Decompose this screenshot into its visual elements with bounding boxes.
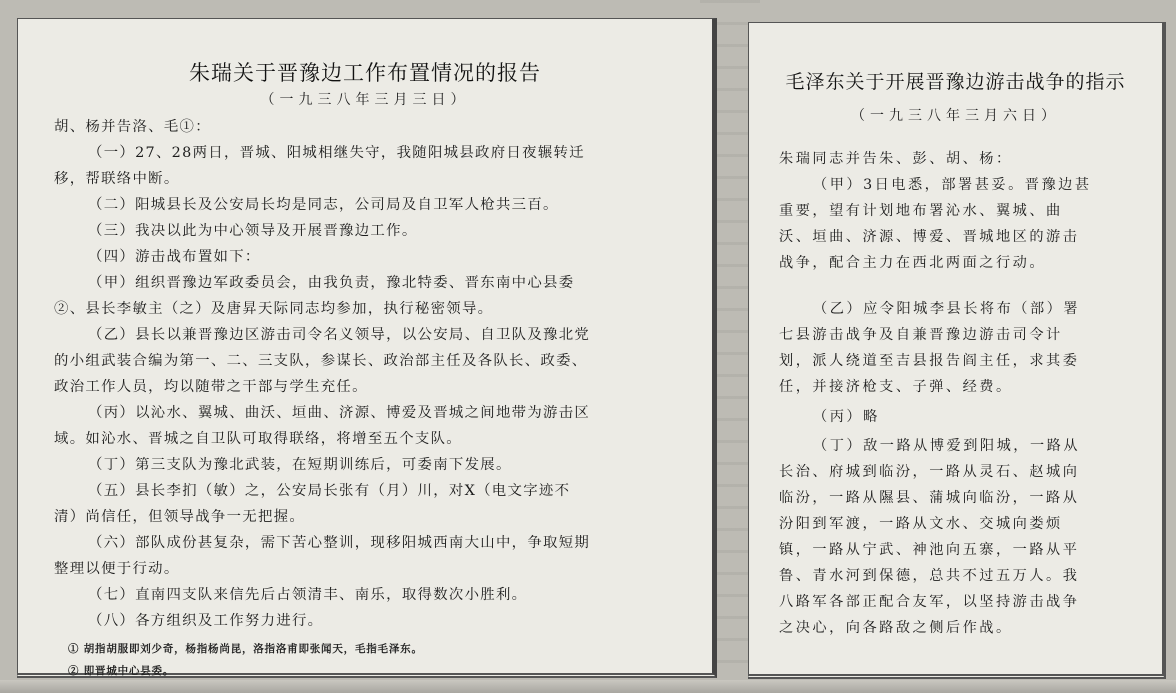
directive-line: 重要，望有计划地布署沁水、翼城、曲 [779,203,1063,219]
report-line: （七）直南四支队来信先后占领清丰、南乐，取得数次小胜利。 [88,587,528,603]
report-line: 移，帮联络中断。 [54,171,180,187]
report-line: 清）尚信任，但领导战争一无把握。 [54,509,306,525]
directive-line: 镇，一路从宁武、神池向五寨，一路从平 [779,542,1080,558]
report-line: 域。如沁水、晋城之自卫队可取得联络，将增至五个支队。 [54,431,462,447]
directive-line: 之决心，向各路敌之侧后作战。 [779,620,1013,636]
report-line: 政治工作人员，均以随带之干部与学生充任。 [54,379,368,395]
directive-line: 任，并接济枪支、子弹、经费。 [779,379,1013,395]
report-title: 朱瑞关于晋豫边工作布置情况的报告 [189,61,541,85]
report-date: （一九三八年三月三日） [260,92,470,108]
directive-date: （一九三八年三月六日） [851,108,1060,124]
directive-document-panel [748,22,1166,679]
report-addressee: 胡、杨并告洛、毛①： [54,119,211,135]
report-line: （丁）第三支队为豫北武装，在短期训练后，可委南下发展。 [88,457,512,473]
directive-line: 战争，配合主力在西北两面之行动。 [779,255,1047,271]
directive-line: 长治、府城到临汾，一路从灵石、赵城向 [779,464,1080,480]
report-line: （乙）县长以兼晋豫边区游击司令名义领导，以公安局、自卫队及豫北党 [88,327,591,343]
directive-line: （乙）应令阳城李县长将布（部）署 [813,301,1081,317]
report-line: （丙）以沁水、翼城、曲沃、垣曲、济源、博爱及晋城之间地带为游击区 [88,405,591,421]
directive-line: 临汾，一路从隰县、蒲城向临汾，一路从 [779,490,1080,506]
directive-title: 毛泽东关于开展晋豫边游击战争的指示 [785,71,1126,93]
report-line: （二）阳城县长及公安局长均是同志，公司局及自卫军人枪共三百。 [88,197,559,213]
report-line: （四）游击战布置如下： [88,249,261,265]
report-line: 的小组武装合编为第一、二、三支队，参谋长、政治部主任及各队长、政委、 [54,353,588,369]
directive-line: 划，派人绕道至吉县报告阎主任，求其委 [779,353,1080,369]
directive-line: 鲁、青水河到保德，总共不过五万人。我 [779,568,1080,584]
directive-line: （丙）略 [813,409,880,425]
report-line: （一）27、28两日，晋城、阳城相继失守，我随阳城县政府日夜辗转迁 [88,145,585,161]
directive-line: 汾阳到军渡，一路从文水、交城向娄烦 [779,516,1063,532]
footnote-1: ① 胡指胡服即刘少奇，杨指杨尚昆，洛指洛甫即张闻天，毛指毛泽东。 [68,643,423,655]
directive-addressee: 朱瑞同志并告朱、彭、胡、杨： [779,151,1013,167]
page-bottom-edge [0,680,1176,693]
report-document-panel [17,18,717,678]
report-line: （五）县长李扪（敏）之，公安局长张有（月）川，对X（电文字迹不 [88,483,571,499]
directive-line: （甲）3日电悉，部署甚妥。晋豫边甚 [813,177,1092,193]
report-line: （三）我决以此为中心领导及开展晋豫边工作。 [88,223,418,239]
report-line: 整理以便于行动。 [54,561,180,577]
directive-line: 七县游击战争及自兼晋豫边游击司令计 [779,327,1063,343]
report-line: （八）各方组织及工作努力进行。 [88,613,324,629]
report-line: （甲）组织晋豫边军政委员会，由我负责，豫北特委、晋东南中心县委 [88,275,575,291]
report-line: （六）部队成份甚复杂，需下苦心整训，现移阳城西南大山中，争取短期 [88,535,591,551]
footnote-2: ② 即晋城中心县委。 [68,665,175,677]
directive-line: （丁）敌一路从博爱到阳城，一路从 [813,438,1081,454]
report-line: ②、县长李敏主（之）及唐昇天际同志均参加，执行秘密领导。 [54,301,494,317]
directive-line: 沃、垣曲、济源、博爱、晋城地区的游击 [779,229,1080,245]
directive-line: 八路军各部正配合友军，以坚持游击战争 [779,594,1080,610]
